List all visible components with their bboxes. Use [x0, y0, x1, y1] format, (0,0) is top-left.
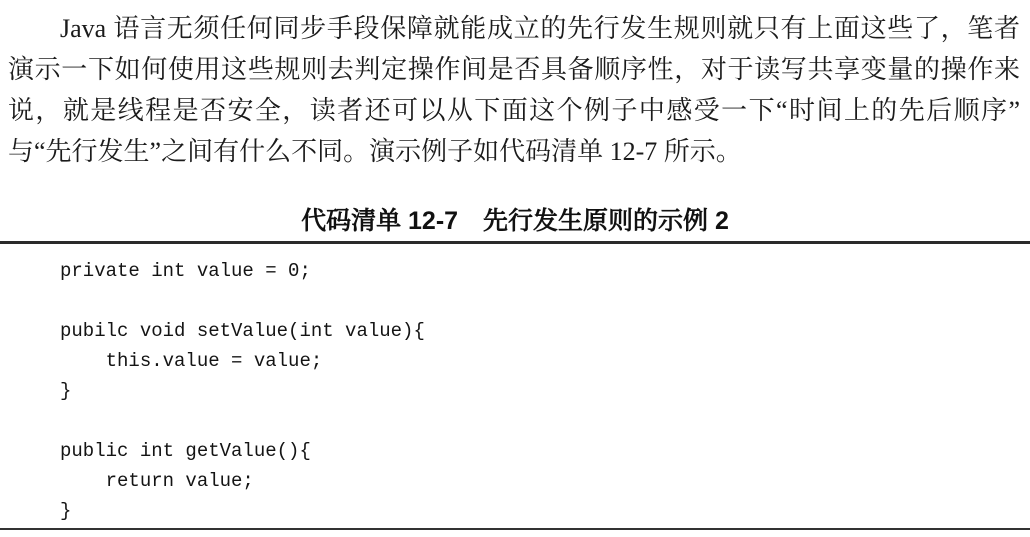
- code-line: private int value = 0;: [60, 260, 311, 282]
- code-line: public int getValue(){: [60, 440, 311, 462]
- paragraph-line: 与“先行发生”之间有什么不同。演示例子如代码清单 12-7 所示。: [8, 137, 742, 166]
- code-listing-block: [0, 244, 1030, 528]
- code-line: return value;: [60, 470, 254, 492]
- code-line: }: [60, 380, 72, 402]
- code-line: [60, 406, 1030, 436]
- code-listing-title: 代码清单 12-7 先行发生原则的示例 2: [301, 207, 729, 235]
- code-line: pubilc void setValue(int value){: [60, 320, 425, 342]
- code-line: this.value = value;: [60, 350, 323, 372]
- code-line: }: [60, 500, 72, 522]
- paragraph-line: 演示一下如何使用这些规则去判定操作间是否具备顺序性，对于读写共享变量的操作来: [8, 55, 1020, 84]
- paragraph-line: 说，就是线程是否安全，读者还可以从下面这个例子中感受一下“时间上的先后顺序”: [8, 96, 1020, 125]
- listing-bottom-rule: [0, 528, 1030, 530]
- paragraph-line: Java 语言无须任何同步手段保障就能成立的先行发生规则就只有上面这些了，笔者: [60, 14, 1020, 43]
- body-paragraph: [0, 0, 1030, 172]
- code-line: [60, 286, 1030, 316]
